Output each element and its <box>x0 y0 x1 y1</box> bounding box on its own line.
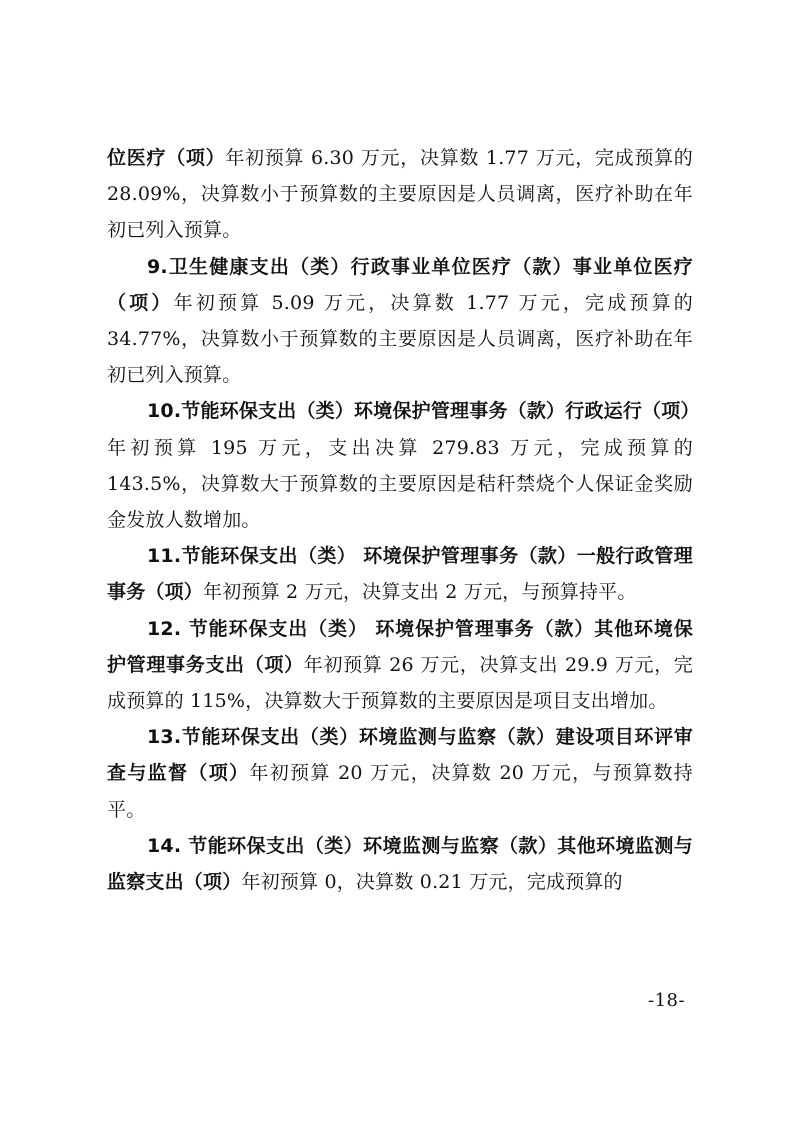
paragraph-heading: 位医疗（项） <box>107 147 226 169</box>
paragraph-body: 年初预算 20 万元，决算数 20 万元，与预算数持平。 <box>107 762 693 821</box>
paragraph-body: 年初预算 195 万元，支出决算 279.83 万元，完成预算的 143.5%，决算数大于预算数的主要原因是秸秆禁烧个人保证金奖励金发放人数增加。 <box>107 436 693 532</box>
paragraph-9 <box>107 249 693 394</box>
paragraph-body: 年初预算 6.30 万元，决算数 1.77 万元，完成预算的 28.09%，决算数小于预算数的主要原因是人员调离，医疗补助在年初已列入预算。 <box>107 147 693 242</box>
paragraph-11 <box>107 538 693 610</box>
body-text <box>107 140 700 900</box>
page-number: -18- <box>648 990 686 1011</box>
paragraph-heading: 14. 节能环保支出（类）环境监测与监察（款）其他环境监测与监察支出（项） <box>107 834 693 894</box>
paragraph-heading: 10.节能环保支出（类）环境保护管理事务（款）行政运行（项） <box>147 400 700 423</box>
paragraph-body: 年初预算 2 万元，决算支出 2 万元，与预算持平。 <box>203 581 637 604</box>
paragraph-body: 年初预算 26 万元，决算支出 29.9 万元，完成预算的 115%，决算数大于预算数的主要原因是项目支出增加。 <box>107 653 693 713</box>
paragraph-heading: 12. 节能环保支出（类） 环境保护管理事务（款）其他环境保护管理事务支出（项） <box>107 617 693 676</box>
paragraph-12 <box>107 611 693 720</box>
paragraph-body: 年初预算 5.09 万元，决算数 1.77 万元，完成预算的 34.77%，决算数小于预算数的主要原因是人员调离，医疗补助在年初已列入预算。 <box>107 291 693 387</box>
paragraph-13 <box>107 719 693 828</box>
paragraph-body: 年初预算 0，决算数 0.21 万元，完成预算的 <box>241 871 623 894</box>
paragraph-heading: 13.节能环保支出（类）环境监测与监察（款）建设项目环评审查与监督（项） <box>107 726 693 785</box>
paragraph-heading: 11.节能环保支出（类） 环境保护管理事务（款）一般行政管理事务（项） <box>107 545 693 604</box>
paragraph-10 <box>107 393 700 538</box>
paragraph-14 <box>107 828 693 900</box>
paragraph-1 <box>107 140 693 249</box>
paragraph-heading: 9.卫生健康支出（类）行政事业单位医疗（款）事业单位医疗（项） <box>107 255 693 314</box>
